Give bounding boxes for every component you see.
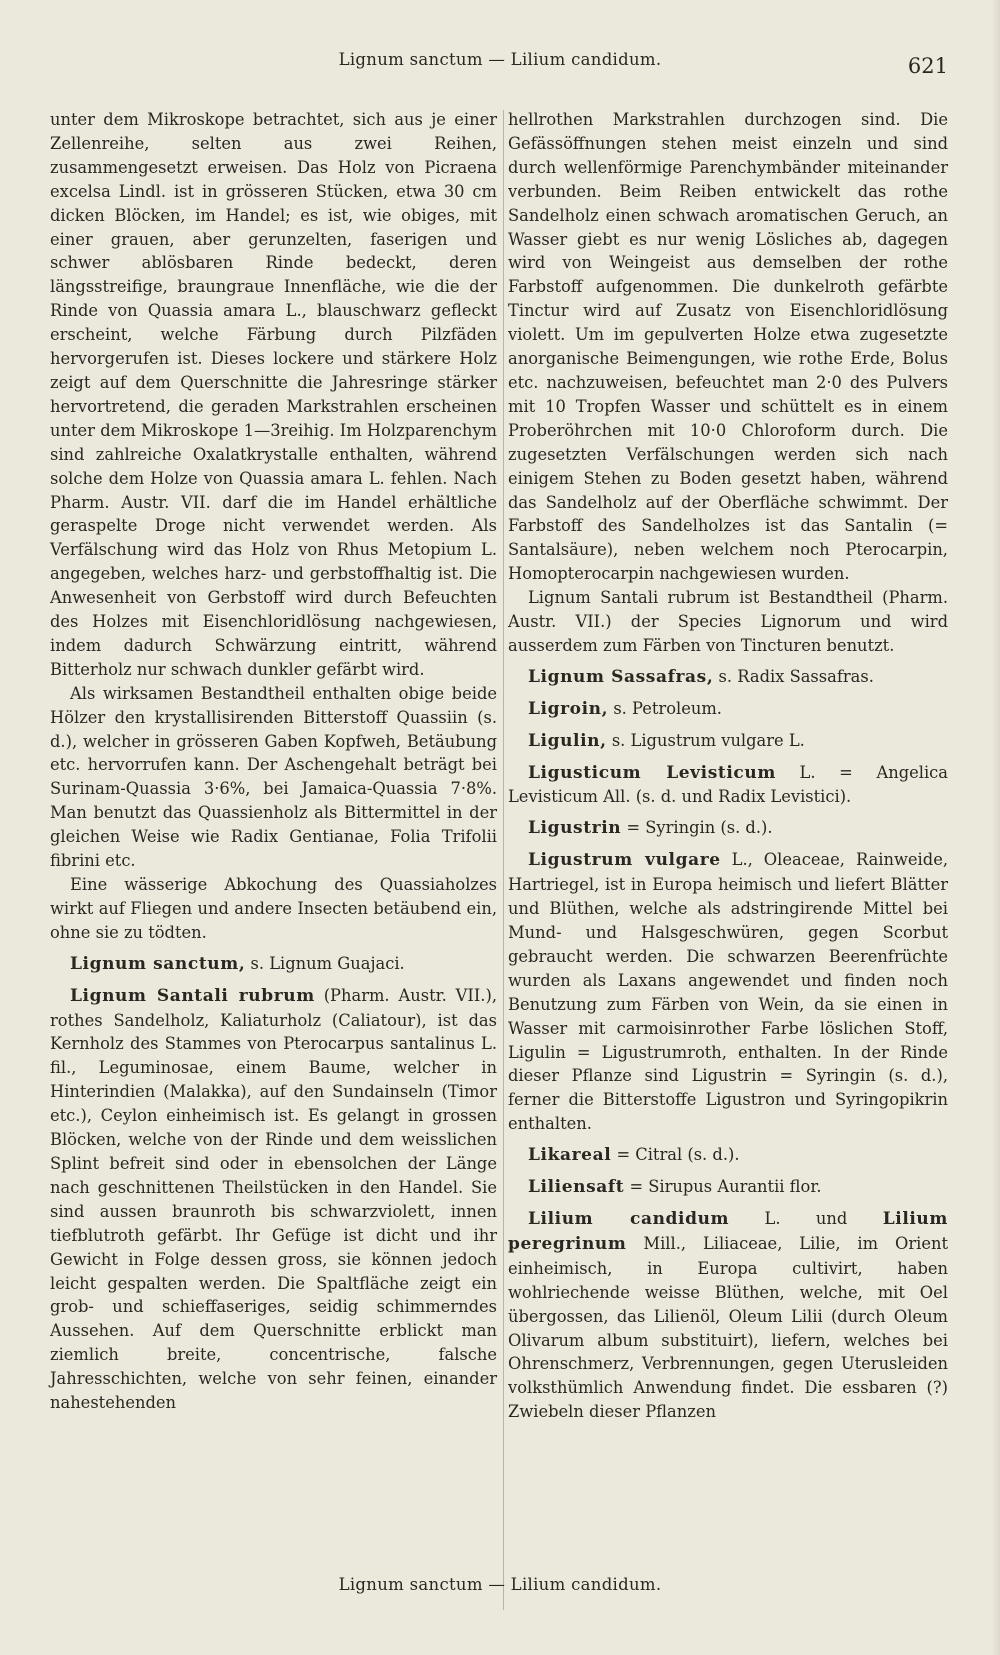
entry-text: = Syringin (s. d.). <box>621 818 773 838</box>
left-column <box>50 108 497 1415</box>
entry-text: L., Oleaceae, Rainweide, Hartriegel, ist in Europa heimisch und liefert Blätter und Blüthen, welche als adstringirende Mittel bei Mund- und Halsgeschwüren, gegen Scorbut gebraucht werden. Die schwarzen Beerenfrüchte wurden als Laxans angewendet und finden noch Benutzung zum Färben von Wein, da sie einen in Wasser mit carmoisinrother Farbe löslichen Stoff, Ligulin = Ligustrumroth, enthalten. In der Rinde dieser Pflanze sind Ligustrin = Syringin (s. d.), ferner die Bitterstoffe Ligustron und Syringopikrin enthalten. <box>508 850 949 1134</box>
dictionary-entry <box>508 848 948 1136</box>
entry-headword: Lilium candidum <box>528 1208 730 1229</box>
entry-text: = Sirupus Aurantii flor. <box>624 1177 822 1197</box>
entry-text: s. Petroleum. <box>608 698 722 718</box>
paragraph: Lignum Santali rubrum ist Bestandtheil (Pharm. Austr. VII.) der Species Lignorum und wird ausserdem zum Färben von Tincturen benutzt. <box>508 588 948 655</box>
entry-headword: Lilium peregrinum <box>508 1208 948 1254</box>
entry-text: L. = Angelica Levisticum All. (s. d. und Radix Levistici). <box>508 762 948 807</box>
entry-headword: Ligusticum Levisticum <box>528 762 776 783</box>
running-head: Lignum sanctum — Lilium candidum. <box>338 50 662 69</box>
entry-text: (Pharm. Austr. VII.), rothes Sandelholz, Kaliaturholz (Caliatour), ist das Kernholz des Stammes von Pterocarpus santalinus L. fil., Leguminosae, einem Baume, welcher in Hinterindien (Malakka), auf den Sundainseln (Timor etc.), Ceylon einheimisch ist. Es gelangt in grossen Blöcken, welche von der Rinde und dem weisslichen Splint befreit sind oder in ebensolchen der Länge nach geschnittenen Theilstücken in den Handel. Sie sind aussen braunroth bis schwarzviolett, innen tiefblutroth gefärbt. Ihr Gefüge ist dicht und ihr Gewicht in Folge dessen gross, sie können jedoch leicht gespalten werden. Die Spaltfläche zeigt ein grob- und schieffaseriges, seidig schimmerndes Aussehen. Auf dem Querschnitte erblickt man ziemlich breite, concentrische, falsche Jahresschichten, welche von sehr feinen, einander nahestehenden <box>50 985 497 1413</box>
dictionary-entry <box>508 729 948 754</box>
entry-headword: Ligustrum vulgare <box>528 850 721 871</box>
footer-running-title: Lignum sanctum — Lilium candidum. <box>338 1575 662 1594</box>
dictionary-entry <box>508 1143 948 1168</box>
entry-text: Mill., Liliaceae, Lilie, im Orient einheimisch, in Europa cultivirt, haben wohlriechende weisse Blüthen, welche, mit Oel übergossen, das Lilienöl, Oleum Lilii (durch Oleum Olivarum album substituirt), liefern, welches bei Ohrenschmerz, Verbrennungen, gegen Uterusleiden volksthümlich Anwendung findet. Die essbaren (?) Zwiebeln dieser Pflanzen <box>508 1233 948 1422</box>
paragraph: Als wirksamen Bestandtheil enthalten obige beide Hölzer den krystallisirenden Bitterstoff Quassiin (s. d.), welcher in grösseren Gaben Kopfweh, Betäubung etc. hervorrufen kann. Der Aschengehalt beträgt bei Surinam-Quassia 3·6%, bei Jamaica-Quassia 7·8%. Man benutzt das Quassienholz als Bittermittel in der gleichen Weise wie Radix Gentianae, Folia Trifolii fibrini etc. <box>50 683 497 871</box>
column-divider <box>503 110 504 1610</box>
dictionary-entry <box>508 665 948 690</box>
entry-headword: Ligroin, <box>528 698 609 719</box>
entry-headword: Lignum Sassafras, <box>528 666 714 687</box>
paragraph: unter dem Mikroskope betrachtet, sich aus je einer Zellenreihe, selten aus zwei Reihen, zusammengesetzt erweisen. Das Holz von Picraena excelsa Lindl. ist in grösseren Stücken, etwa 30 cm dicken Blöcken, im Handel; es ist, wie obiges, mit einer grauen, aber gerunzelten, faserigen und schwer ablösbaren Rinde bedeckt, deren längsstreifige, braungraue Innenfläche, wie die der Rinde von Quassia amara L., blauschwarz gefleckt erscheint, welche Färbung durch Pilzfäden hervorgerufen ist. Dieses lockere und stärkere Holz zeigt auf dem Querschnitte die Jahresringe stärker hervortretend, die geraden Markstrahlen erscheinen unter dem Mikroskope 1—3reihig. Im Holzparenchym sind zahlreiche Oxalatkrystalle enthalten, während solche dem Holze von Quassia amara L. fehlen. Nach Pharm. Austr. VII. darf die im Handel erhältliche geraspelte Droge nicht verwendet werden. Als Verfälschung wird das Holz von Rhus Metopium L. angegeben, welches harz- und gerbstoffhaltig ist. Die Anwesenheit von Gerbstoff wird durch Befeuchten des Holzes mit Eisenchloridlösung nachgewiesen, indem dadurch Schwärzung eintritt, während Bitterholz nur schwach dunkler gefärbt wird. <box>50 110 497 679</box>
entry-text: s. Lignum Guajaci. <box>245 953 405 973</box>
dictionary-entry <box>508 697 948 722</box>
paragraph: Eine wässerige Abkochung des Quassiaholzes wirkt auf Fliegen und andere Insecten betäubend ein, ohne sie zu tödten. <box>50 875 497 942</box>
entry-headword: Lignum sanctum, <box>70 953 246 974</box>
dictionary-entry <box>508 1207 948 1424</box>
page-number: 621 <box>907 54 948 78</box>
entry-headword: Ligustrin <box>528 818 622 839</box>
entry-headword: Liliensaft <box>528 1177 625 1198</box>
dictionary-entry <box>508 816 948 841</box>
dictionary-entry <box>508 761 948 810</box>
entry-text: L. und <box>729 1208 883 1228</box>
entry-headword: Likareal <box>528 1145 612 1166</box>
right-column <box>508 108 948 1424</box>
dictionary-entry <box>508 1175 948 1200</box>
entry-headword: Ligulin, <box>528 730 607 751</box>
entry-headword: Lignum Santali rubrum <box>70 985 315 1006</box>
entry-text: s. Ligustrum vulgare L. <box>606 730 805 750</box>
paragraph: hellrothen Markstrahlen durchzogen sind. Die Gefässöffnungen stehen meist einzeln und sind durch wellenförmige Parenchymbänder miteinander verbunden. Beim Reiben entwickelt das rothe Sandelholz einen schwach aromatischen Geruch, an Wasser giebt es nur wenig Lösliches ab, dagegen wird von Weingeist aus demselben der rothe Farbstoff aufgenommen. Die dunkelroth gefärbte Tinctur wird auf Zusatz von Eisenchloridlösung violett. Um im gepulverten Holze etwa zugesetzte anorganische Beimengungen, wie rothe Erde, Bolus etc. nachzuweisen, befeuchtet man 2·0 des Pulvers mit 10 Tropfen Wasser und schüttelt es in einem Proberöhrchen mit 10·0 Chloroform durch. Die zugesetzten Verfälschungen werden sich nach einigem Stehen zu Boden gesetzt haben, während das Sandelholz auf der Oberfläche schwimmt. Der Farbstoff des Sandelholzes ist das Santalin (= Santalsäure), neben welchem noch Pterocarpin, Homopterocarpin nachgewiesen wurden. <box>508 110 948 584</box>
scan-edge <box>992 0 1000 1655</box>
dictionary-entry <box>50 952 497 977</box>
entry-text: s. Radix Sassafras. <box>713 666 874 686</box>
entry-text: = Citral (s. d.). <box>611 1145 740 1165</box>
dictionary-entry <box>50 984 497 1415</box>
